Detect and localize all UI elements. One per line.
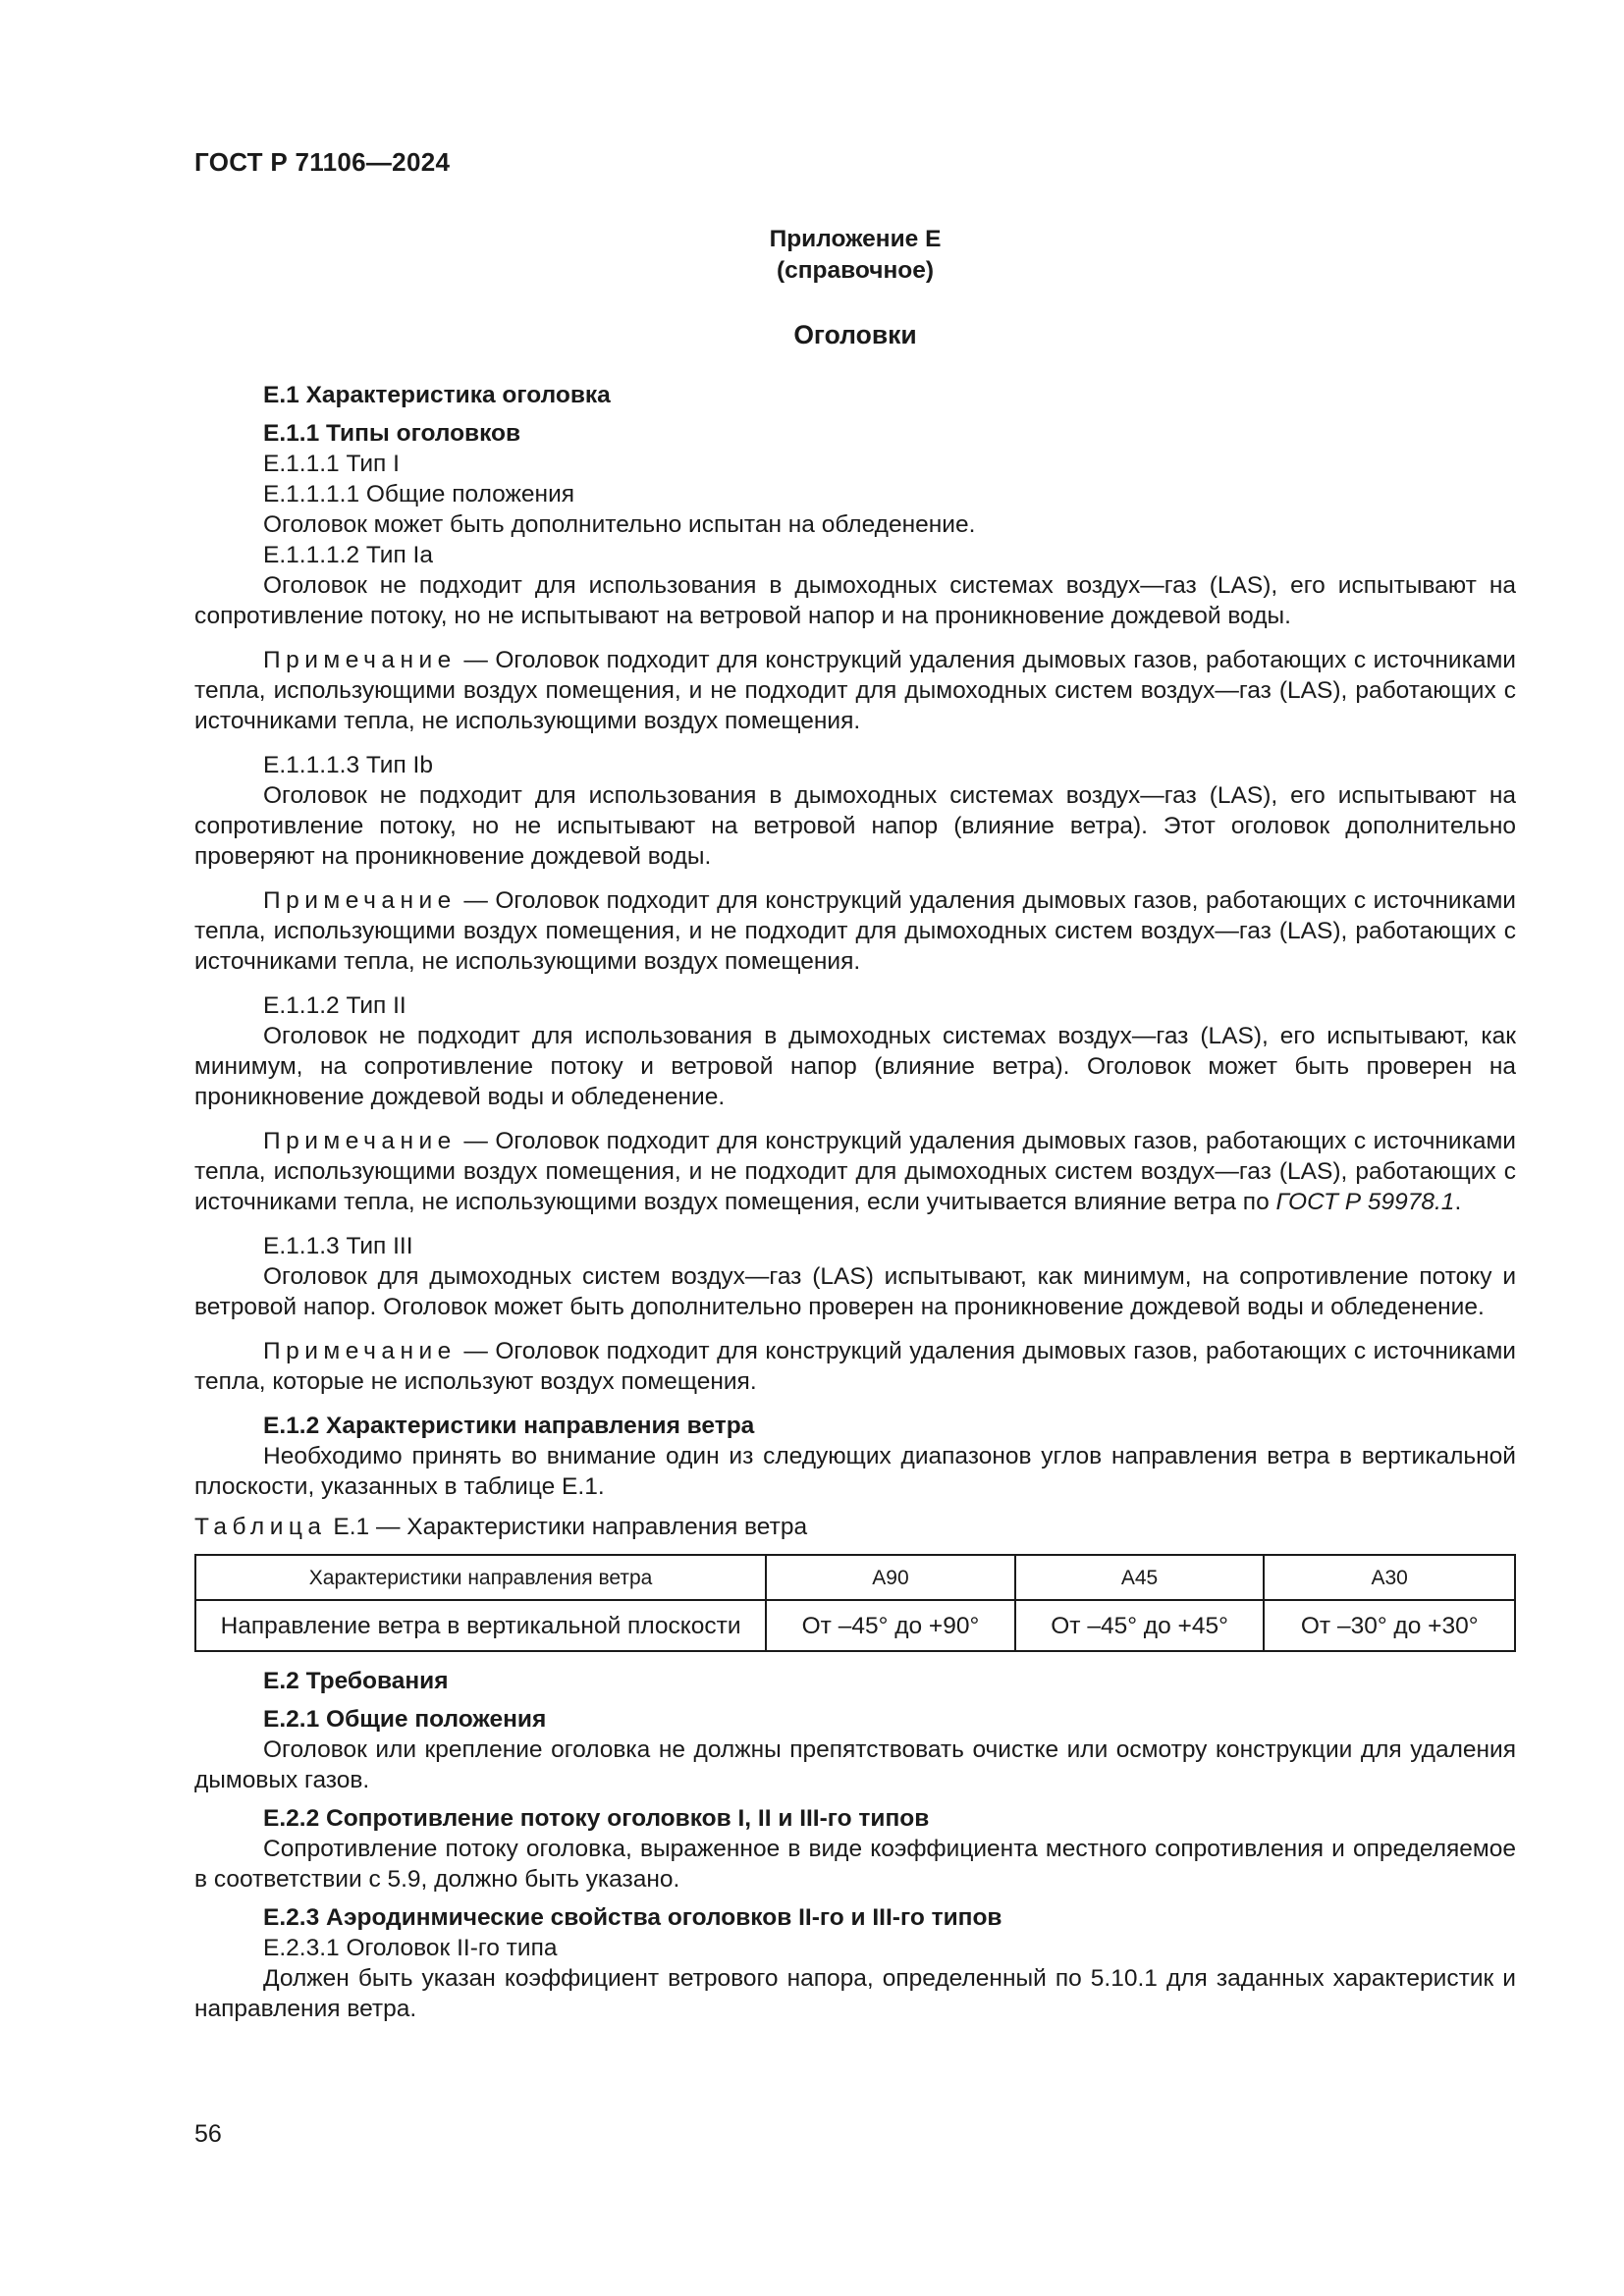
- subsection-e1112: Е.1.1.1.2 Тип Ia: [263, 542, 433, 568]
- table-header-cell: A45: [1015, 1555, 1265, 1600]
- subsection-e1113: Е.1.1.1.3 Тип Ib: [263, 752, 433, 778]
- annex-type: (справочное): [776, 257, 935, 284]
- section-heading-e21: Е.2.1 Общие положения: [263, 1706, 547, 1733]
- table-header-cell: Характеристики направления ветра: [195, 1555, 766, 1600]
- section-heading-e12: Е.1.2 Характеристики направления ветра: [263, 1413, 755, 1439]
- note-1: [194, 645, 1516, 736]
- table-cell: Направление ветра в вертикальной плоскости: [195, 1600, 766, 1651]
- note-4: [194, 1336, 1516, 1397]
- section-heading-e11: Е.1.1 Типы оголовков: [263, 420, 521, 447]
- table-caption-label: Таблица: [194, 1514, 327, 1540]
- note-label: Примечание: [263, 1338, 457, 1364]
- document-header: ГОСТ Р 71106—2024: [194, 147, 451, 177]
- note-text: — Оголовок подходит для конструкций удаления дымовых газов, работающих с источниками тепла, использующими воздух помещения, и не подходит для дымоходных систем воздух—газ (LAS), работающих с источниками тепла, не использующими воздух помещения.: [194, 647, 1516, 734]
- paragraph-e113: Оголовок для дымоходных систем воздух—газ (LAS) испытывают, как минимум, на сопротивление потоку и ветровой напор. Оголовок может быть дополнительно проверен на проникновение дождевой воды и обледенение.: [194, 1263, 1516, 1320]
- annex-name: Оголовки: [793, 320, 917, 349]
- section-heading-e1: Е.1 Характеристика оголовка: [263, 382, 611, 408]
- note-text: — Оголовок подходит для конструкций удаления дымовых газов, работающих с источниками тепла, использующими воздух помещения, и не подходит для дымоходных систем воздух—газ (LAS), работающих с источниками тепла, не использующими воздух помещения.: [194, 887, 1516, 975]
- paragraph-e1112: Оголовок не подходит для использования в дымоходных системах воздух—газ (LAS), его испытывают на сопротивление потоку, но не испытывают на ветровой напор и на проникновение дождевой воды.: [194, 572, 1516, 629]
- subsection-e231: Е.2.3.1 Оголовок II-го типа: [263, 1935, 558, 1961]
- paragraph-e1111: Оголовок может быть дополнительно испытан на обледенение.: [263, 511, 976, 538]
- table-caption-text: Е.1 — Характеристики направления ветра: [326, 1514, 808, 1540]
- table-header-row: [195, 1555, 1515, 1600]
- subsection-e113: Е.1.1.3 Тип III: [263, 1233, 413, 1259]
- paragraph-e231: Должен быть указан коэффициент ветрового напора, определенный по 5.10.1 для заданных характеристик и направления ветра.: [194, 1965, 1516, 2022]
- table-header-cell: A30: [1264, 1555, 1515, 1600]
- note-text-end: .: [1454, 1189, 1462, 1215]
- document-body: [194, 380, 1516, 2024]
- section-heading-e23: Е.2.3 Аэродинмические свойства оголовков II-го и III-го типов: [263, 1904, 1002, 1931]
- wind-direction-table: [194, 1554, 1516, 1652]
- note-3: [194, 1126, 1516, 1217]
- note-label: Примечание: [263, 647, 457, 673]
- note-2: [194, 885, 1516, 977]
- annex-title: Приложение Е: [769, 226, 942, 252]
- page-number: 56: [194, 2120, 222, 2148]
- table-cell: От –45° до +45°: [1015, 1600, 1265, 1651]
- paragraph-e12: Необходимо принять во внимание один из следующих диапазонов углов направления ветра в вертикальной плоскости, указанных в таблице Е.1.: [194, 1443, 1516, 1500]
- paragraph-e1113: Оголовок не подходит для использования в дымоходных системах воздух—газ (LAS), его испытывают на сопротивление потоку, но не испытывают на ветровой напор (влияние ветра). Этот оголовок дополнительно проверяют на проникновение дождевой воды.: [194, 782, 1516, 870]
- note-label: Примечание: [263, 887, 457, 914]
- paragraph-e22: Сопротивление потоку оголовка, выраженное в виде коэффициента местного сопротивления и определяемое в соответствии с 5.9, должно быть указано.: [194, 1836, 1516, 1893]
- table-cell: От –30° до +30°: [1264, 1600, 1515, 1651]
- paragraph-e112: Оголовок не подходит для использования в дымоходных системах воздух—газ (LAS), его испытывают, как минимум, на сопротивление потоку и ветровой напор (влияние ветра). Оголовок может быть проверен на проникновение дождевой воды и обледенение.: [194, 1023, 1516, 1110]
- paragraph-e21: Оголовок или крепление оголовка не должны препятствовать очистке или осмотру конструкции для удаления дымовых газов.: [194, 1736, 1516, 1793]
- subsection-e1111: Е.1.1.1.1 Общие положения: [263, 481, 575, 507]
- note-text: — Оголовок подходит для конструкций удаления дымовых газов, работающих с источниками тепла, использующими воздух помещения, и не подходит для дымоходных систем воздух—газ (LAS), работающих с источниками тепла, не использующими воздух помещения, если учитывается влияние ветра по: [194, 1128, 1516, 1215]
- table-row: [195, 1600, 1515, 1651]
- section-heading-e22: Е.2.2 Сопротивление потоку оголовков I, II и III-го типов: [263, 1805, 930, 1832]
- subsection-e112: Е.1.1.2 Тип II: [263, 992, 406, 1019]
- subsection-e111: Е.1.1.1 Тип I: [263, 451, 400, 477]
- section-heading-e2: Е.2 Требования: [263, 1668, 449, 1694]
- note-label: Примечание: [263, 1128, 457, 1154]
- note-reference-link[interactable]: ГОСТ Р 59978.1: [1275, 1189, 1455, 1215]
- table-cell: От –45° до +90°: [766, 1600, 1015, 1651]
- note-text: — Оголовок подходит для конструкций удаления дымовых газов, работающих с источниками тепла, которые не используют воздух помещения.: [194, 1338, 1516, 1395]
- table-header-cell: A90: [766, 1555, 1015, 1600]
- table-caption: [194, 1512, 1516, 1542]
